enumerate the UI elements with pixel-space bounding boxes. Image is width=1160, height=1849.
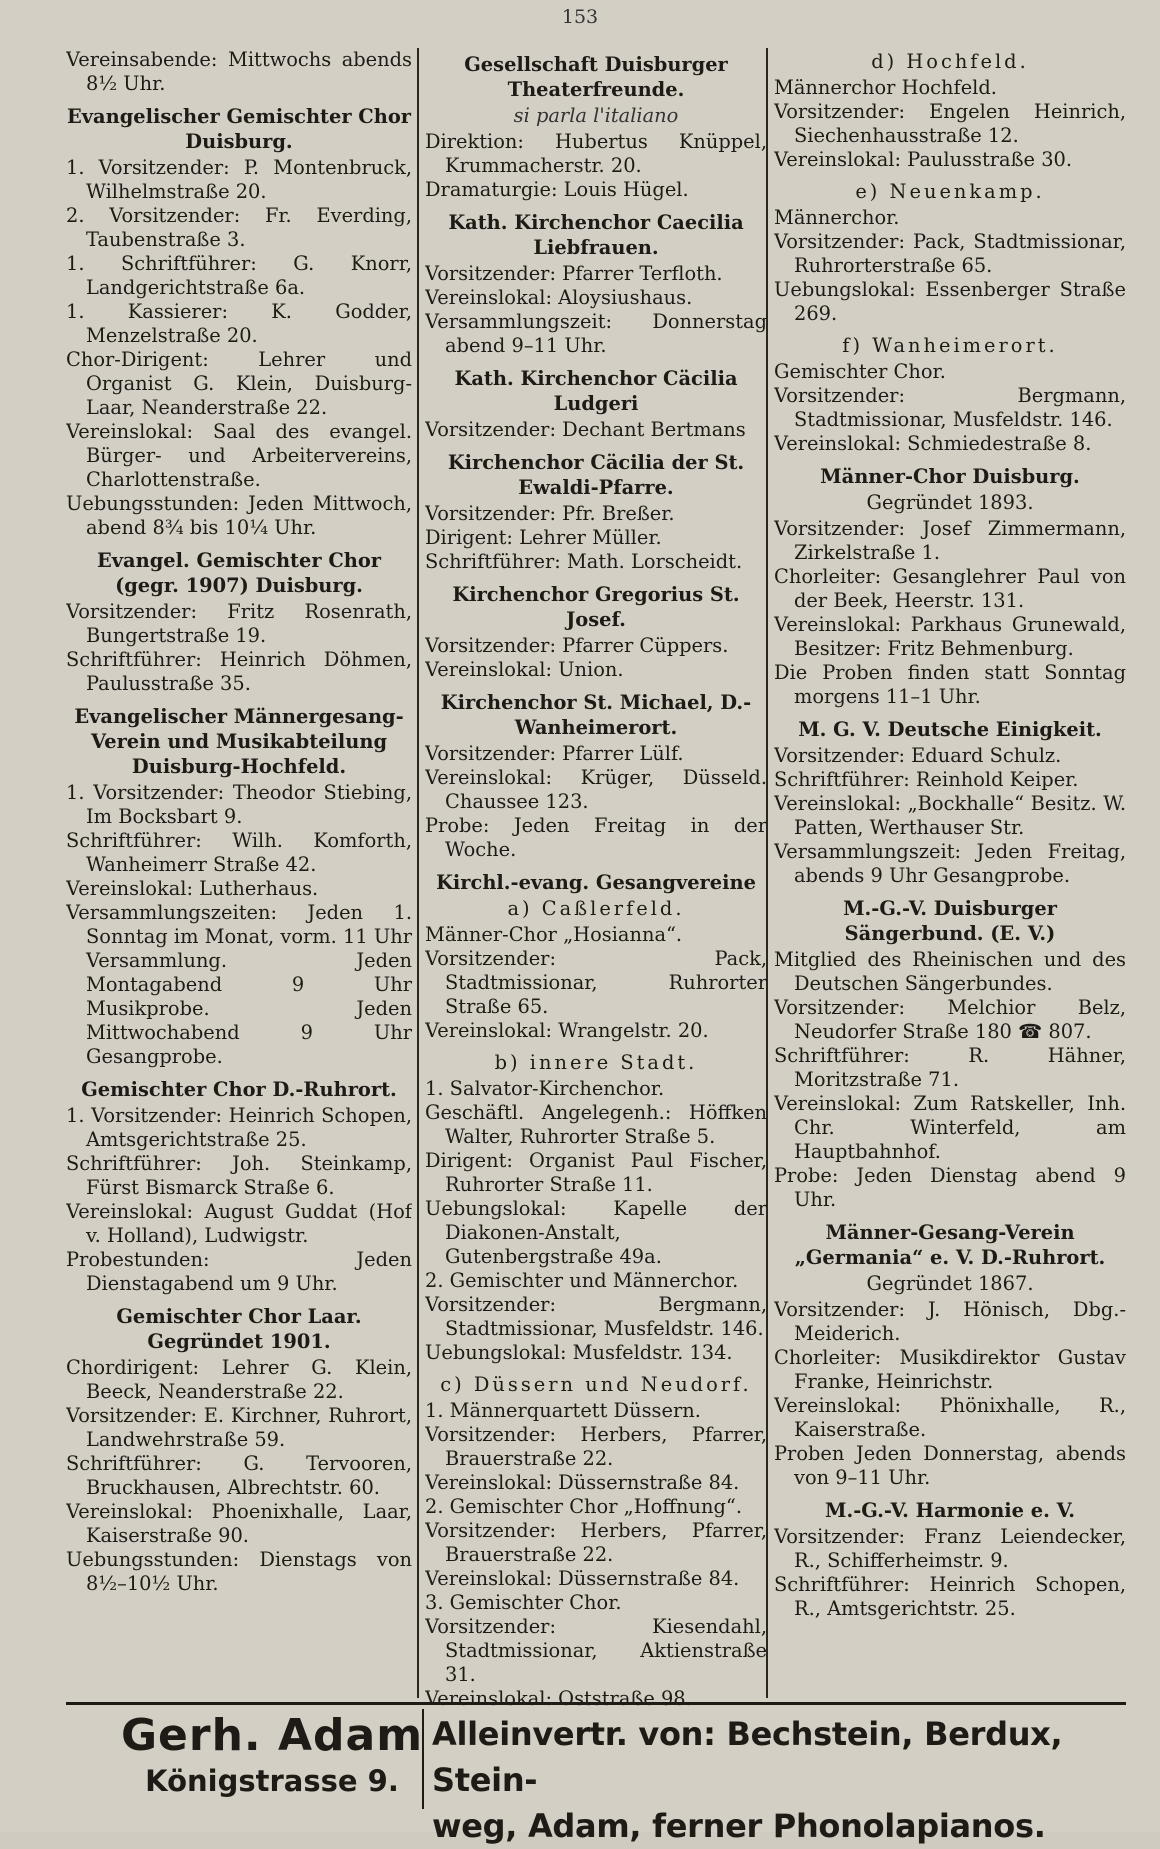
listing-line: Vorsitzender: Kiesendahl, Stadtmissionar, Aktienstraße 31.	[425, 1615, 767, 1686]
listing-line: Vereinslokal: Zum Ratskeller, Inh. Chr. Winterfeld, am Hauptbahnhof.	[774, 1092, 1126, 1163]
listing-line: Schriftführer: Heinrich Schopen, R., Amtsgerichtstr. 25.	[774, 1573, 1126, 1620]
listing-line: Vereinslokal: Düssernstraße 84.	[425, 1471, 740, 1494]
section-heading: Männer-Chor Duisburg.	[820, 465, 1080, 488]
section-heading: M. G. V. Deutsche Einigkeit.	[798, 718, 1102, 741]
subsection-heading: a) Caßlerfeld.	[507, 897, 685, 920]
section-heading: Evangel. Gemischter Chor (gegr. 1907) Duisburg.	[96, 549, 381, 597]
listing-line: Gemischter Chor.	[774, 360, 946, 383]
ad-left-block	[102, 1711, 442, 1801]
listing-line: 2. Vorsitzender: Fr. Everding, Taubenstraße 3.	[66, 204, 412, 251]
section-heading: Kath. Kirchenchor Cäcilia Ludgeri	[454, 367, 738, 415]
section-heading: Kirchl.-evang. Gesangvereine	[436, 871, 756, 894]
listing-line: 1. Vorsitzender: Heinrich Schopen, Amtsgerichtstraße 25.	[66, 1104, 412, 1151]
listing-line: Vorsitzender: Pfr. Breßer.	[425, 502, 675, 525]
listing-line: Vereinslokal: Parkhaus Grunewald, Besitzer: Fritz Behmenburg.	[774, 613, 1126, 660]
listing-section	[66, 704, 412, 1069]
ad-divider	[422, 1709, 424, 1809]
subsection-heading: d) Hochfeld.	[871, 50, 1029, 73]
section-heading: Kath. Kirchenchor Caecilia Liebfrauen.	[448, 211, 744, 259]
listing-line: Vereinsabende: Mittwochs abends 8½ Uhr.	[66, 48, 412, 95]
listing-line: Schriftführer: Wilh. Komforth, Wanheimerr Straße 42.	[66, 829, 412, 876]
listing-line: Uebungslokal: Musfeldstr. 134.	[425, 1341, 733, 1364]
section-heading: M.-G.-V. Duisburger Sängerbund. (E. V.)	[843, 897, 1057, 945]
listing-section	[66, 1077, 412, 1296]
listing-line: Vereinslokal: Phoenixhalle, Laar, Kaiserstraße 90.	[66, 1500, 412, 1547]
listing-section	[425, 52, 767, 202]
section-heading: Kirchenchor St. Michael, D.-Wanheimerort.	[440, 691, 752, 739]
column-right	[774, 48, 1126, 1629]
subsection-heading: e) Neuenkamp.	[855, 180, 1045, 203]
section-heading: Evangelischer Männergesang-Verein und Musikabteilung Duisburg-Hochfeld.	[74, 705, 404, 778]
listing-line: Vereinslokal: Oststraße 98.	[425, 1687, 692, 1710]
listing-line: Vereinslokal: Lutherhaus.	[66, 877, 319, 900]
listing-line: Männer-Chor „Hosianna“.	[425, 923, 683, 946]
listing-line: Vorsitzender: Franz Leiendecker, R., Schifferheimstr. 9.	[774, 1525, 1126, 1572]
listing-section	[425, 210, 767, 358]
listing-line: Versammlungszeit: Donnerstag abend 9–11 Uhr.	[425, 310, 767, 357]
listing-line: Vereinslokal: Aloysiushaus.	[425, 286, 693, 309]
section-heading: Evangelischer Gemischter Chor Duisburg.	[66, 105, 411, 153]
listing-line: Dirigent: Organist Paul Fischer, Ruhrorter Straße 11.	[425, 1149, 767, 1196]
listing-line: Vereinslokal: Krüger, Düsseld. Chaussee 123.	[425, 766, 767, 813]
section-heading: M.-G.-V. Harmonie e. V.	[824, 1499, 1076, 1522]
listing-line: Vereinslokal: Union.	[425, 658, 624, 681]
listing-section	[425, 366, 767, 442]
listing-line: Vorsitzender: Pack, Stadtmissionar, Ruhrorterstraße 65.	[774, 230, 1126, 277]
section-heading: Gesellschaft Duisburger Theaterfreunde.	[464, 53, 728, 101]
listing-line: Vorsitzender: Herbers, Pfarrer, Brauerstraße 22.	[425, 1423, 767, 1470]
ad-text-line: Alleinvertr. von: Bechstein, Berdux, Stein-	[432, 1715, 1063, 1799]
listing-line: Die Proben finden statt Sonntag morgens 11–1 Uhr.	[774, 661, 1126, 708]
listing-line: Proben Jeden Donnerstag, abends von 9–11 Uhr.	[774, 1442, 1126, 1489]
listing-section	[425, 870, 767, 1043]
listing-line: Schriftführer: Joh. Steinkamp, Fürst Bismarck Straße 6.	[66, 1152, 412, 1199]
section-heading: Kirchenchor Cäcilia der St. Ewaldi-Pfarre.	[447, 451, 745, 499]
listing-section	[425, 690, 767, 862]
listing-line: Probe: Jeden Freitag in der Woche.	[425, 814, 767, 861]
listing-line: Schriftführer: Heinrich Döhmen, Paulusstraße 35.	[66, 648, 412, 695]
listing-section	[774, 464, 1126, 709]
listing-line: Vorsitzender: Josef Zimmermann, Zirkelstraße 1.	[774, 517, 1126, 564]
founding-note: Gegründet 1893.	[866, 491, 1034, 514]
column-divider	[417, 48, 419, 1698]
ad-company-name: Gerh. Adam	[120, 1710, 424, 1761]
listing-line: Vereinslokal: Paulusstraße 30.	[774, 148, 1073, 171]
listing-line: Direktion: Hubertus Knüppel, Krummacherstr. 20.	[425, 130, 767, 177]
ad-right-block	[432, 1711, 1132, 1849]
listing-section	[66, 548, 412, 696]
listing-section	[66, 104, 412, 540]
advertisement	[66, 1702, 1126, 1845]
listing-line: Vereinslokal: Saal des evangel. Bürger- und Arbeitervereins, Charlottenstraße.	[66, 420, 412, 491]
listing-line: Dirigent: Lehrer Müller.	[425, 526, 662, 549]
listing-line: Dramaturgie: Louis Hügel.	[425, 178, 689, 201]
listing-line: Vorsitzender: Pfarrer Cüppers.	[425, 634, 729, 657]
listing-section	[425, 582, 767, 682]
listing-line: Vereinslokal: Düssernstraße 84.	[425, 1567, 740, 1590]
listing-line: Vorsitzender: Melchior Belz, Neudorfer Straße 180 ☎ 807.	[774, 996, 1126, 1043]
listing-section	[425, 450, 767, 574]
listing-line: Mitglied des Rheinischen und des Deutschen Sängerbundes.	[774, 948, 1126, 995]
listing-line: Versammlungszeiten: Jeden 1. Sonntag im Monat, vorm. 11 Uhr Versammlung. Jeden Montagabend 9 Uhr Musikprobe. Jeden Mittwochabend 9 Uhr Gesangprobe.	[66, 901, 412, 1068]
listing-line: Chorleiter: Gesanglehrer Paul von der Beek, Heerstr. 131.	[774, 565, 1126, 612]
subsection-heading: b) innere Stadt.	[494, 1051, 698, 1074]
listing-line: Chordirigent: Lehrer G. Klein, Beeck, Neanderstraße 22.	[66, 1356, 412, 1403]
listing-section	[774, 896, 1126, 1212]
listing-line: Uebungsstunden: Dienstags von 8½–10½ Uhr.	[66, 1548, 412, 1595]
listing-section	[66, 1304, 412, 1596]
listing-line: Chorleiter: Musikdirektor Gustav Franke, Heinrichstr.	[774, 1346, 1126, 1393]
listing-line: Vorsitzender: Fritz Rosenrath, Bungertstraße 19.	[66, 600, 412, 647]
section-heading: Kirchenchor Gregorius St. Josef.	[452, 583, 740, 631]
listing-line: 2. Gemischter Chor „Hoffnung“.	[425, 1495, 743, 1518]
listing-line: Vorsitzender: E. Kirchner, Ruhrort, Landwehrstraße 59.	[66, 1404, 412, 1451]
ad-text-line: weg, Adam, ferner Phonolapianos.	[432, 1807, 1046, 1845]
listing-section	[774, 334, 1126, 456]
listing-line: 1. Vorsitzender: Theodor Stiebing, Im Bocksbart 9.	[66, 781, 412, 828]
listing-line: Vereinslokal: „Bockhalle“ Besitz. W. Patten, Werthauser Str.	[774, 792, 1126, 839]
listing-line: Vereinslokal: Wrangelstr. 20.	[425, 1019, 709, 1042]
subsection-heading: c) Düssern und Neudorf.	[440, 1373, 752, 1396]
listing-line: Vorsitzender: Pack, Stadtmissionar, Ruhrorter Straße 65.	[425, 947, 767, 1018]
listing-line: 1. Salvator-Kirchenchor.	[425, 1077, 665, 1100]
listing-line: Schriftführer: R. Hähner, Moritzstraße 71.	[774, 1044, 1126, 1091]
listing-line: Geschäftl. Angelegenh.: Höffken Walter, Ruhrorter Straße 5.	[425, 1101, 767, 1148]
listing-line: Uebungslokal: Essenberger Straße 269.	[774, 278, 1126, 325]
section-heading: Gemischter Chor Laar. Gegründet 1901.	[116, 1305, 362, 1353]
page-number: 153	[561, 6, 599, 28]
listing-line: 2. Gemischter und Männerchor.	[425, 1269, 739, 1292]
listing-line: Vorsitzender: Pfarrer Terfloth.	[425, 262, 723, 285]
listing-section	[425, 1051, 767, 1365]
listing-line: Vorsitzender: Eduard Schulz.	[774, 744, 1062, 767]
listing-line: Probestunden: Jeden Dienstagabend um 9 Uhr.	[66, 1248, 412, 1295]
listing-section	[774, 717, 1126, 888]
listing-line: Vorsitzender: Engelen Heinrich, Siechenhausstraße 12.	[774, 100, 1126, 147]
listing-line: 1. Männerquartett Düssern.	[425, 1399, 701, 1422]
founding-note: Gegründet 1867.	[866, 1272, 1034, 1295]
listing-line: Schriftführer: G. Tervooren, Bruckhausen, Albrechtstr. 60.	[66, 1452, 412, 1499]
listing-line: Vorsitzender: Bergmann, Stadtmissionar, Musfeldstr. 146.	[774, 384, 1126, 431]
listing-section	[774, 180, 1126, 326]
listing-section	[774, 1498, 1126, 1621]
subsection-heading: f) Wanheimerort.	[842, 334, 1058, 357]
listing-line: 1. Vorsitzender: P. Montenbruck, Wilhelmstraße 20.	[66, 156, 412, 203]
listing-section	[774, 50, 1126, 172]
listing-line: Vorsitzender: Bergmann, Stadtmissionar, Musfeldstr. 146.	[425, 1293, 767, 1340]
listing-line: Uebungsstunden: Jeden Mittwoch, abend 8¾ bis 10¼ Uhr.	[66, 492, 412, 539]
listing-section	[66, 48, 412, 96]
column-left	[66, 48, 412, 1604]
section-heading: Männer-Gesang-Verein „Germania“ e. V. D.-Ruhrort.	[794, 1221, 1106, 1269]
listing-line: Vorsitzender: Pfarrer Lülf.	[425, 742, 684, 765]
listing-line: Vereinslokal: Phönixhalle, R., Kaiserstraße.	[774, 1394, 1126, 1441]
ad-address: Königstrasse 9.	[145, 1764, 399, 1798]
listing-line: 1. Kassierer: K. Godder, Menzelstraße 20.	[66, 300, 412, 347]
section-heading: Gemischter Chor D.-Ruhrort.	[81, 1078, 397, 1101]
listing-line: Vorsitzender: J. Hönisch, Dbg.-Meiderich.	[774, 1298, 1126, 1345]
listing-line: Vereinslokal: August Guddat (Hof v. Holland), Ludwigstr.	[66, 1200, 412, 1247]
listing-line: 1. Schriftführer: G. Knorr, Landgerichtstraße 6a.	[66, 252, 412, 299]
column-middle	[425, 48, 767, 1719]
listing-line: Vereinslokal: Schmiedestraße 8.	[774, 432, 1092, 455]
listing-line: Männerchor Hochfeld.	[774, 76, 997, 99]
listing-line: Versammlungszeit: Jeden Freitag, abends 9 Uhr Gesangprobe.	[774, 840, 1126, 887]
listing-line: Vorsitzender: Herbers, Pfarrer, Brauerstraße 22.	[425, 1519, 767, 1566]
listing-section	[425, 1373, 767, 1711]
listing-line: Uebungslokal: Kapelle der Diakonen-Anstalt, Gutenbergstraße 49a.	[425, 1197, 767, 1268]
listing-line: Schriftführer: Math. Lorscheidt.	[425, 550, 743, 573]
listing-line: Chor-Dirigent: Lehrer und Organist G. Klein, Duisburg-Laar, Neanderstraße 22.	[66, 348, 412, 419]
listing-line: 3. Gemischter Chor.	[425, 1591, 622, 1614]
listing-line: Schriftführer: Reinhold Keiper.	[774, 768, 1079, 791]
listing-section	[774, 1220, 1126, 1490]
listing-line: Männerchor.	[774, 206, 900, 229]
section-note: si parla l'italiano	[513, 104, 679, 127]
listing-line: Probe: Jeden Dienstag abend 9 Uhr.	[774, 1164, 1126, 1211]
listing-line: Vorsitzender: Dechant Bertmans	[425, 418, 746, 441]
